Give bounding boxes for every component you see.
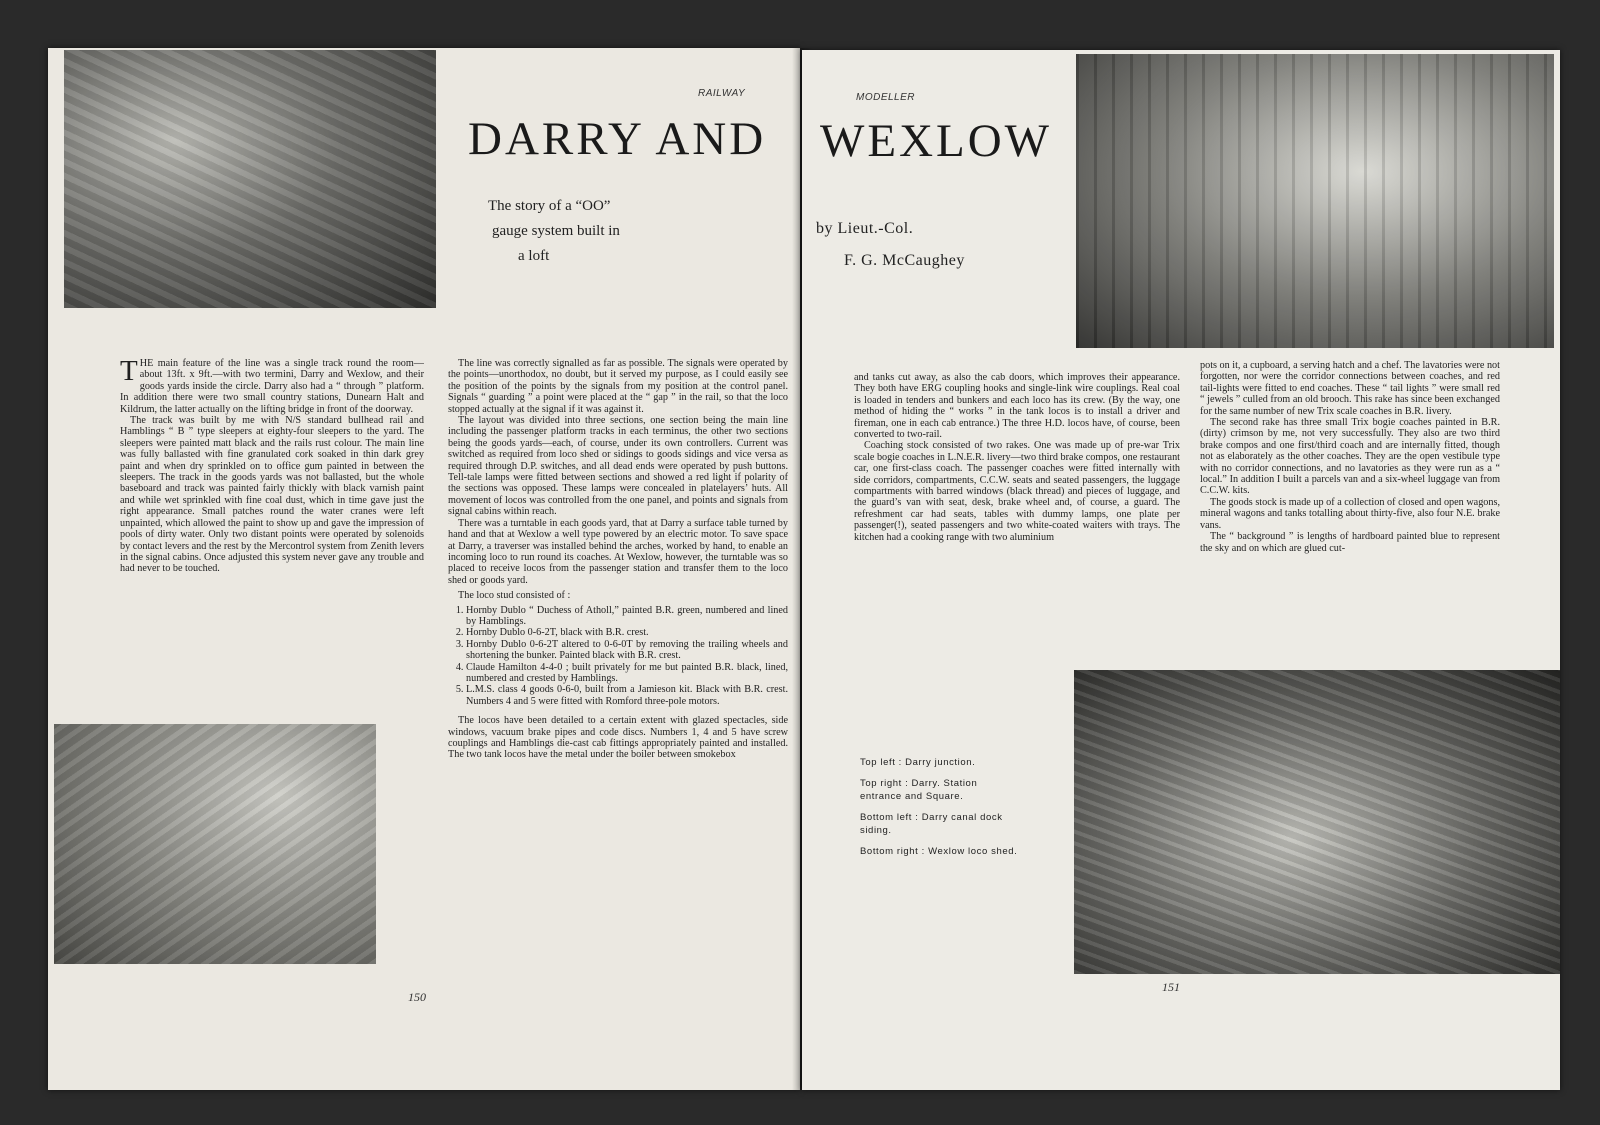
paragraph: pots on it, a cupboard, a serving hatch and a chef. The lavatories were not forgotten, nor were the corridor connections between coaches, and red tail-lights were fitted to end coaches. These “ tail lights ” were small red “ jewels ” culled from an old brooch. This rake has since been exchanged for the same number of new Trix scale coaches in B.R. livery. (1200, 360, 1500, 417)
text-column-1 (120, 355, 424, 575)
paragraph: The track was built by me with N/S standard bullhead rail and Hamblings “ B ” type sleepers at eighty-four sleepers to the yard. The sleepers were painted matt black and the rails rust colour. The main line was fully ballasted with fine granulated cork soaked in thin dark grey paint and when dry sprinkled on to office gum painted in between the sleepers. The track in the goods yards was not ballasted, but the whole baseboard and track was painted fairly thickly with black varnish paint and while wet sprinkled with fine coal dust, which in time gave just the right appearance. Small patches round the water cranes were left unpainted, which allowed the paint to show up and gave the impression of pools of dirty water. Only two distant points were operated by solenoids by contact levers and the rest by the Mercontrol system from Zenith levers in the signal cabins. Once adjusted this system never gave any trouble and had never to be touched. (120, 415, 424, 575)
list-item: 4. Claude Hamilton 4-4-0 ; built privately for me but painted B.R. black, lined, numbered and crested by Hamblings. (466, 662, 788, 685)
right-page (802, 50, 1560, 1090)
article-title-left: DARRY AND (468, 113, 767, 165)
paragraph: The layout was divided into three sections, one section being the main line including the passenger platform tracks in each terminus, the other two sections being the goods yards—each, of course, under its own controllers. Current was switched as required from loco shed or sidings to goods sidings and vice versa as required through D.P. switches, and all dead ends were operated by push buttons. Tell-tale lamps were fitted between sections and showed a red light if polarity of the sections was opposed. These lamps were concealed in platelayers’ huts. All movement of locos was controlled from the one panel, and points and signals from signal cabins within reach. (448, 415, 788, 518)
text-column-3 (854, 372, 1180, 543)
magazine-tag-left: RAILWAY (698, 88, 746, 99)
byline-author: F. G. McCaughey (844, 252, 965, 269)
paragraph: and tanks cut away, as also the cab doors, which improves their appearance. They both have ERG coupling hooks and single-link wire couplings. Real coal is loaded in tenders and bunkers and each loco has its crew. (By the way, one method of hiding the “ works ” in the tank locos is to install a driver and fireman, one in each cab entrance.) The three H.D. locos have, of course, been converted to two-rail. (854, 372, 1180, 441)
subtitle-line: The story of a “OO” (488, 198, 611, 214)
subtitle-line: gauge system built in (492, 223, 620, 239)
paragraph: Coaching stock consisted of two rakes. One was made up of pre-war Trix scale bogie coaches in L.N.E.R. livery—two third brake compos, one restaurant car, one first-class coach. The passenger coaches were fitted internally with side corridors, compartments, C.C.W. seats and seated passengers, the luggage compartments with barred windows (black thread) and pieces of luggage, and the guard’s van with seat, desk, brake wheel and, of course, a guard. The refreshment car had seats, tables with dummy lamps, one plate per passenger(!), seated passengers and two white-coated waiters with trays. The kitchen had a cooking range with two aluminium (854, 440, 1180, 543)
list-item: 2. Hornby Dublo 0-6-2T, black with B.R. crest. (466, 627, 788, 638)
magazine-tag-right: MODELLER (856, 92, 916, 103)
paragraph: The goods stock is made up of a collection of closed and open wagons, mineral wagons and tanks totalling about thirty-five, also four N.E. brake vans. (1200, 496, 1500, 531)
photo-wexlow-loco-shed (1074, 670, 1560, 974)
paragraph: The line was correctly signalled as far as possible. The signals were operated by the points—unorthodox, no doubt, but it served my purpose, as I could easily see the position of the points by the signals from my position at the control panel. Signals “ guarding ” a point were placed at the “ gap ” in the rail, so that the loco stopped actually at the signal if it was against it. (448, 358, 788, 415)
paragraph: The “ background ” is lengths of hardboard painted blue to represent the sky and on which are glued cut- (1200, 531, 1500, 554)
drop-cap: T (120, 355, 138, 387)
caption-bottom-left: Bottom left : Darry canal dock siding. (860, 812, 1003, 836)
text-column-2 (448, 358, 788, 761)
page-number-left: 150 (408, 990, 426, 1004)
photo-darry-canal-dock (54, 724, 376, 964)
loco-list (448, 605, 788, 708)
paragraph: The loco stud consisted of : (458, 590, 571, 602)
left-page (48, 48, 800, 1090)
byline-rank: by Lieut.-Col. (816, 220, 914, 237)
article-title-right: WEXLOW (820, 115, 1053, 167)
photo-darry-station-entrance (1076, 54, 1554, 348)
text-column-4 (1200, 360, 1500, 554)
caption-bottom-right: Bottom right : Wexlow loco shed. (860, 846, 1018, 857)
paragraph: There was a turntable in each goods yard, that at Darry a surface table turned by hand and that at Wexlow a well type powered by an electric motor. To save space at Darry, a traverser was installed behind the arches, worked by hand, to enable an incoming loco to run round its coaches. At Wexlow, however, the turntable was so placed to receive locos from the passenger station and transfer them to the loco shed or goods yard. (448, 517, 788, 586)
list-item: 5. L.M.S. class 4 goods 0-6-0, built from a Jamieson kit. Black with B.R. crest. Numbers 4 and 5 were fitted with Romford three-pole motors. (466, 684, 788, 707)
list-item: 3. Hornby Dublo 0-6-2T altered to 0-6-0T by removing the trailing wheels and shortening the bunker. Painted black with B.R. crest. (466, 639, 788, 662)
caption-top-left: Top left : Darry junction. (860, 757, 976, 768)
paragraph: The locos have been detailed to a certain extent with glazed spectacles, side windows, vacuum brake pipes and code discs. Numbers 1, 4 and 5 have screw couplings and Hamblings die-cast cab fittings appropriately painted and installed. The two tank locos have the metal under the boiler between smokebox (448, 715, 788, 761)
subtitle-line: a loft (518, 248, 550, 264)
paragraph: THE main feature of the line was a single track round the room—about 13ft. x 9ft.—with two termini, Darry and Wexlow, and their goods yards inside the circle. Darry also had a “ through ” platform. In addition there were two small country stations, Dunearn Halt and Kildrum, the latter actually on the lifting bridge in front of the doorway. (120, 355, 424, 415)
photo-darry-junction (64, 50, 436, 308)
paragraph: The second rake has three small Trix bogie coaches painted in B.R. (dirty) crimson by me, not very successfully. They also are two third brake compos and one first/third coach and are internally fitted, though not as elaborately as the other coaches. They are the open vestibule type with no corridor connections, and no lavatories as they were run as a “ local.” In addition I built a parcels van and a six-wheel luggage van from C.C.W. kits. (1200, 417, 1500, 497)
photo-captions (860, 756, 1020, 866)
caption-top-right: Top right : Darry. Station entrance and Square. (860, 778, 978, 802)
page-number-right: 151 (1162, 980, 1180, 994)
list-item: 1. Hornby Dublo “ Duchess of Atholl,” painted B.R. green, numbered and lined by Hamblings. (466, 605, 788, 628)
article-subtitle (488, 194, 688, 269)
